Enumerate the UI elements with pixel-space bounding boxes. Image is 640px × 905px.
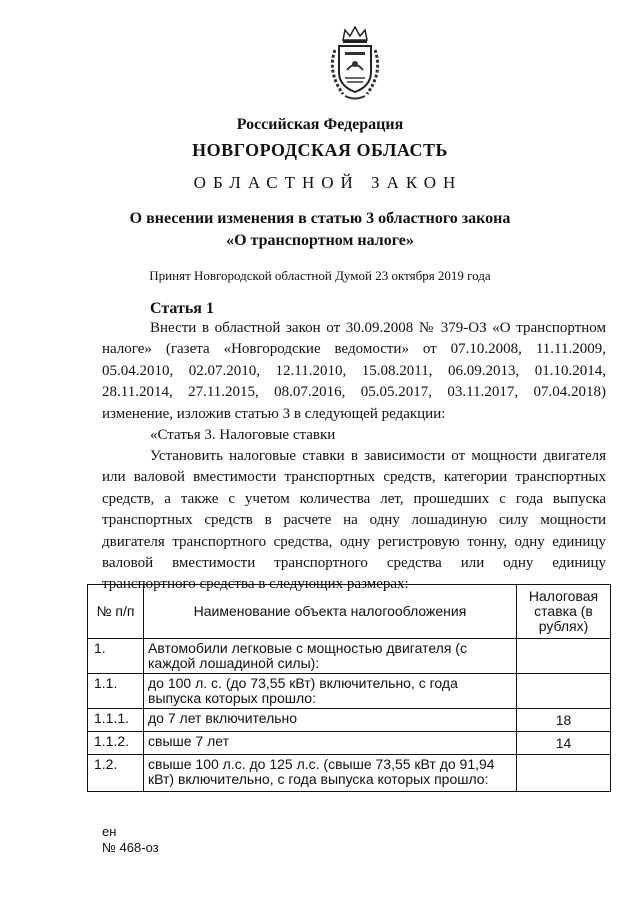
law-title-line2: «О транспортном налоге»	[226, 232, 414, 249]
row-name: свыше 100 л.с. до 125 л.с. (свыше 73,55 кВт до 91,94 кВт) включительно, с года выпуска которых прошло:	[144, 755, 517, 792]
header-rate: Налоговая ставка (в рублях)	[517, 585, 611, 639]
row-num: 1.1.2.	[88, 732, 144, 755]
row-rate: 14	[517, 732, 611, 755]
table-row	[88, 674, 611, 709]
row-rate	[517, 674, 611, 709]
row-num: 1.2.	[88, 755, 144, 792]
row-rate	[517, 755, 611, 792]
table-row	[88, 732, 611, 755]
footer-document-number: № 468-оз	[102, 840, 159, 855]
region-name: НОВГОРОДСКАЯ ОБЛАСТЬ	[192, 140, 448, 160]
article-paragraph-3: Установить налоговые ставки в зависимости от мощности двигателя или валовой вместимости транспортных средств, категории транспортных средств, а также с учетом количества лет, прошедших с года выпуска транспортных средств в расчете на одну лошадиную силу мощности двигателя транспортного средства, одну регистровую тонну, одну единицу валовой вместимости транспортного средства или одну единицу транспортного средства в следующих размерах:	[102, 448, 606, 593]
table-row	[88, 755, 611, 792]
row-name: до 100 л. с. (до 73,55 кВт) включительно, с года выпуска которых прошло:	[144, 674, 517, 709]
row-name: свыше 7 лет	[144, 732, 517, 755]
table-row	[88, 639, 611, 674]
row-rate	[517, 639, 611, 674]
row-num: 1.1.1.	[88, 709, 144, 732]
table-row	[88, 709, 611, 732]
row-rate: 18	[517, 709, 611, 732]
coat-of-arms-emblem	[323, 22, 387, 102]
row-name: Автомобили легковые с мощностью двигателя (с каждой лошадиной силы):	[144, 639, 517, 674]
country-name: Российская Федерация	[236, 116, 404, 133]
tax-rate-table	[87, 584, 611, 792]
adoption-note: Принят Новгородской областной Думой 23 октября 2019 года	[149, 268, 491, 283]
law-title-line1: О внесении изменения в статью 3 областного закона	[129, 210, 511, 227]
article-paragraph-1: Внести в областной закон от 30.09.2008 № 379-ОЗ «О транспортном налоге» (газета «Новгородские ведомости» от 07.10.2008, 11.11.2009, 05.04.2010, 02.07.2010, 12.11.2010, 15.08.2011, 06.09.2013, 01.10.2014, 28.11.2014, 27.11.2015, 08.07.2016, 05.05.2017, 03.11.2017, 07.04.2018) изменение, изложив статью 3 в следующей редакции:	[102, 320, 606, 422]
footer-initials: ен	[102, 824, 117, 839]
row-num: 1.1.	[88, 674, 144, 709]
row-name: до 7 лет включительно	[144, 709, 517, 732]
row-num: 1.	[88, 639, 144, 674]
header-num: № п/п	[88, 585, 144, 639]
header-name: Наименование объекта налогообложения	[144, 585, 517, 639]
article-heading: Статья 1	[150, 300, 214, 317]
article-paragraph-2: «Статья 3. Налоговые ставки	[150, 427, 336, 443]
table-header-row	[88, 585, 611, 639]
law-type: ОБЛАСТНОЙ ЗАКОН	[193, 173, 463, 192]
